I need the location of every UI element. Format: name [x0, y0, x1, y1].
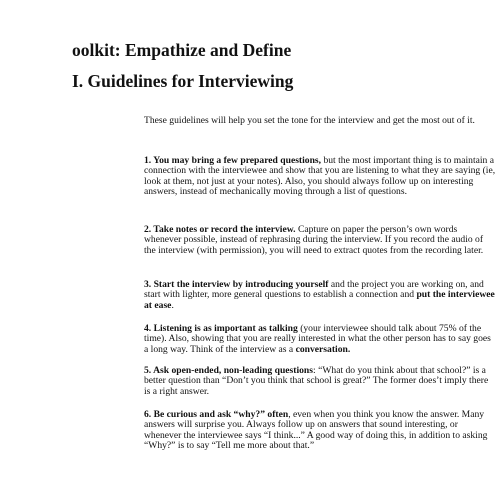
guideline-1	[144, 156, 495, 197]
guideline-3-lead: 3. Start the interview by	[144, 279, 246, 290]
guideline-6-text: , even when you think you know the answer. Many answers will surprise you. Always follow up on answers that sound interesting, or whenever the interviewee says “I think...” A good way of doing this, in addition to asking “Why?” is to say “Tell me more about that.”	[144, 409, 488, 451]
guideline-2-text: Capture on paper the person’s own words whenever possible, instead of rephrasing during the interview. If you record the audio of the interview (with permission), you will need to extract quotes from the recording later.	[144, 224, 484, 256]
section-title: I. Guidelines for Interviewing	[72, 71, 294, 91]
guideline-3-tail: put the interviewee at ease	[144, 289, 495, 311]
guideline-3	[144, 280, 495, 311]
guideline-5-text: : “What do you think about that school?” is a better question than “Don’t you think that school is great?” The former does’t imply there is a right answer.	[144, 365, 489, 397]
guideline-5-lead: 5. Ask open-ended, non-leading questions	[144, 365, 314, 376]
intro-paragraph: These guidelines will help you set the tone for the interview and get the most out of it.	[144, 115, 475, 126]
guideline-4	[144, 324, 495, 355]
guideline-3-lead-bold: introducing yourself	[245, 279, 329, 290]
document-title: oolkit: Empathize and Define	[72, 40, 292, 60]
guideline-6-lead: 6. Be curious and ask “why?” often	[144, 409, 289, 420]
guideline-4-tail: conversation.	[295, 343, 351, 355]
guideline-1-text: but the most important thing is to maintain a connection with the interviewee and show that you are listening to what they are saying (ie, look at them, not just at your notes). Also, you should always follow up on interesting answers, instead of mechanically moving through a list of questions.	[144, 155, 495, 197]
guideline-2	[144, 225, 495, 256]
guideline-6	[144, 410, 495, 451]
guideline-3-text: and the project you are working on, and start with lighter, more general questions to establish a connection and	[144, 279, 484, 301]
guideline-1-lead: 1. You may bring a few prepared questions,	[144, 155, 322, 166]
guideline-5	[144, 366, 495, 397]
guideline-2-lead: 2. Take notes or record the interview.	[144, 224, 296, 235]
guideline-3-end: .	[171, 299, 174, 311]
guideline-4-lead: 4. Listening is as important as talking	[144, 323, 298, 334]
guideline-4-text: (your interviewee should talk about 75% of the time). Also, showing that you are really interested in what the other person has to say goes a long way. Think of the interview as a	[144, 323, 491, 355]
